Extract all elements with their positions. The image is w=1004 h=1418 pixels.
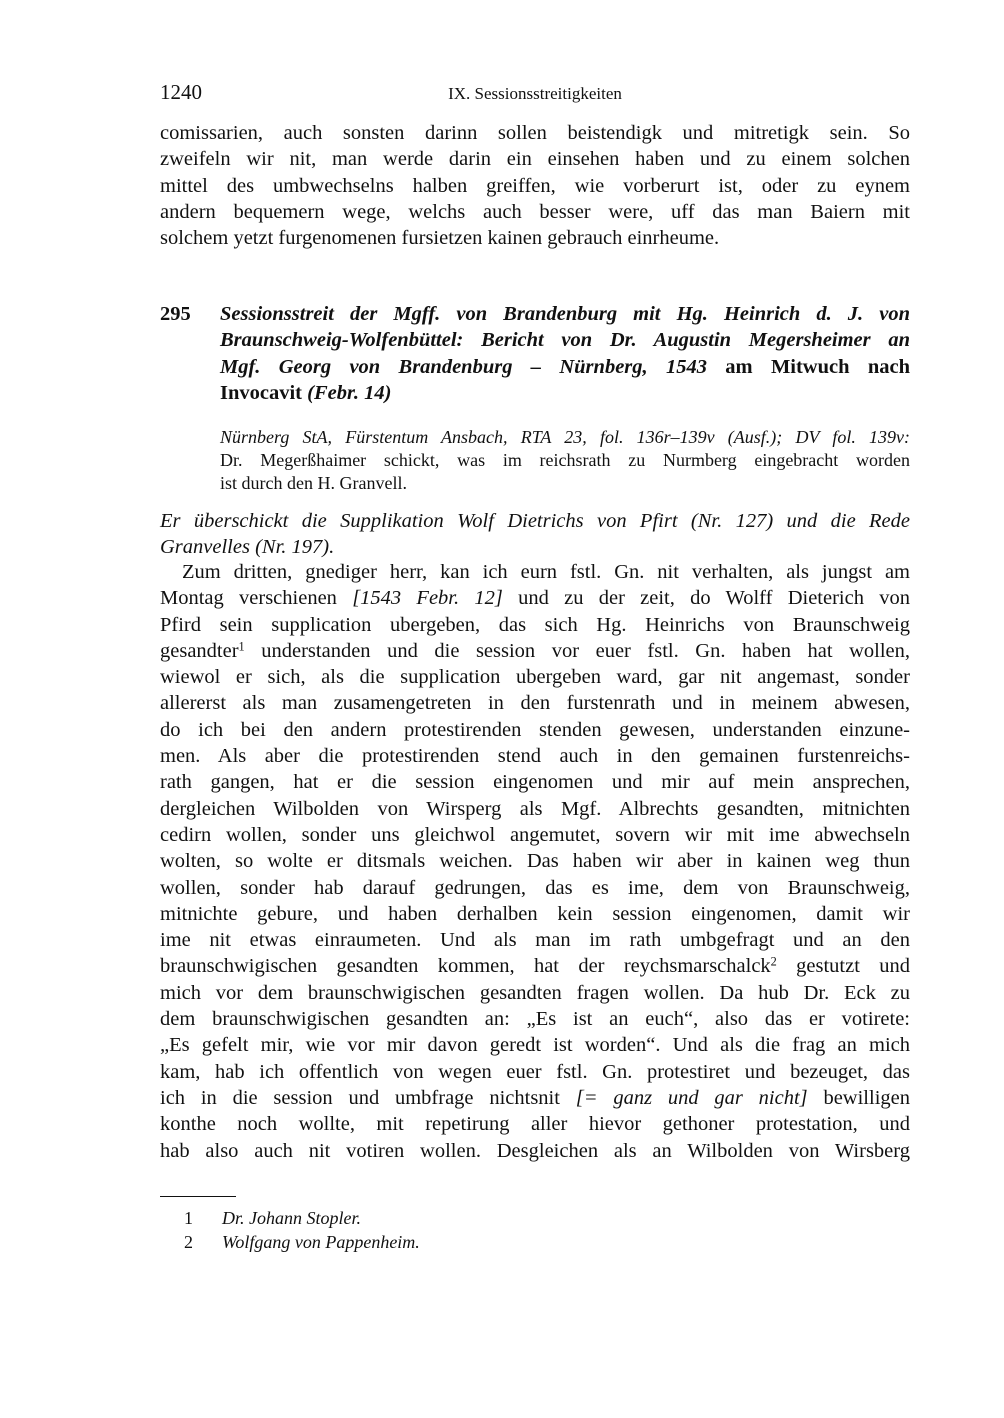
text-segment: mittel des umbwechselns halben greiffen, wie vorberurt ist, oder zu eynem <box>160 174 910 197</box>
text-segment: Sessionsstreit der Mgff. von Brandenburg mit Hg. Heinrich d. J. von <box>220 303 910 325</box>
text-segment: mitnichte gebure, und haben derhalben kein session eingenomen, damit wir <box>160 902 910 925</box>
text-segment: cedirn wollen, sonder uns gleichwol angemutet, sovern wir mit ime abwechseln <box>160 823 910 846</box>
text-segment: Er überschickt die Supplikation Wolf Dietrichs von Pfirt (Nr. 127) und die Rede <box>160 510 910 532</box>
text-line <box>220 327 910 353</box>
footnote-number: 2 <box>184 1232 193 1252</box>
text-line <box>160 848 910 874</box>
footnote-reference: 2 <box>770 954 777 969</box>
text-segment: ich in die session und umbfrage nichtsnit <box>160 1086 576 1109</box>
text-line <box>160 822 910 848</box>
text-segment: Nürnberg StA, Fürstentum Ansbach, RTA 23, fol. 136r–139v (Ausf.); DV fol. 139v: <box>220 427 910 447</box>
text-segment: Invocavit <box>220 381 302 404</box>
text-segment: konthe noch wollte, mit repetirung aller hievor gethoner protestation, und <box>160 1113 910 1136</box>
text-line <box>160 953 910 979</box>
editorial-summary <box>160 508 910 561</box>
text-segment: Mgf. Georg von Brandenburg – Nürnberg, 1543 <box>220 355 707 378</box>
text-line <box>160 1032 910 1058</box>
text-line <box>160 508 910 534</box>
text-segment: wollen, sonder hab darauf gedrungen, das es ime, dem von Braunschweig, <box>160 876 910 899</box>
text-line <box>160 1111 910 1137</box>
text-segment: [1543 Febr. 12] <box>352 587 503 610</box>
text-line <box>160 225 910 251</box>
text-segment: men. Als aber die protestirenden stend auch in den gemainen furstenreichs- <box>160 745 910 768</box>
text-line <box>160 534 910 560</box>
text-segment: zweifeln wir nit, man werde darin ein einsehen haben und zu einem solchen <box>160 148 910 171</box>
text-segment: gestutzt und <box>776 955 910 978</box>
text-line <box>220 426 910 449</box>
text-line <box>160 199 910 225</box>
text-segment: ist durch den H. Granvell. <box>220 473 407 493</box>
text-segment: allererst als man zusamengetreten in den furstenrath und in meinem abwesen, <box>160 692 910 715</box>
text-segment: hab also auch nit votiren wollen. Desgleichen als an Wilbolden von Wirsberg <box>160 1139 910 1162</box>
text-segment: gesandter <box>160 639 239 662</box>
text-segment: Montag verschienen <box>160 587 353 610</box>
text-segment: Braunschweig-Wolfenbüttel: Bericht von Dr. Augustin Megersheimer an <box>220 329 910 352</box>
text-line <box>160 120 910 146</box>
text-line <box>160 769 910 795</box>
text-segment: andern bequemern wege, welchs auch besser were, uff das man Baiern mit <box>160 200 910 223</box>
footnote-divider <box>160 1196 236 1197</box>
text-line <box>160 1006 910 1032</box>
text-segment: braunschwigischen gesandten kommen, hat der reychsmarschalck <box>160 955 771 978</box>
text-line <box>160 638 910 664</box>
text-line <box>160 173 910 199</box>
text-segment: kam, hab ich offentlich von wegen euer fstl. Gn. protestiret und bezeuget, das <box>160 1060 910 1083</box>
text-segment: wolten, so wolte er ditsmals weichen. Das haben wir aber in kainen weg thun <box>160 850 910 873</box>
footnote-text: Wolfgang von Pappenheim. <box>222 1232 420 1252</box>
footnote <box>160 1230 420 1254</box>
text-line <box>220 380 910 406</box>
text-line <box>160 612 910 638</box>
text-segment: solchem yetzt furgenomenen fursietzen kainen gebrauch einrheume. <box>160 227 720 250</box>
document-heading <box>220 301 910 406</box>
text-line <box>160 585 910 611</box>
footnote-number: 1 <box>184 1208 193 1228</box>
text-segment: rath gangen, hat er die session eingenomen und mir auf mein ansprechen, <box>160 771 910 794</box>
text-line <box>220 301 910 327</box>
text-segment: Granvelles (Nr. 197). <box>160 536 335 559</box>
continued-paragraph <box>160 120 910 251</box>
text-segment: do ich bei den andern protestirenden stenden gewesen, understanden einzune- <box>160 718 910 741</box>
text-segment: [= ganz und gar nicht] <box>575 1086 808 1109</box>
text-segment: „Es gefelt mir, wie vor mir davon geredt ist worden“. Und als die frag an mich <box>160 1034 910 1057</box>
text-line <box>160 875 910 901</box>
text-segment: Zum dritten, gnediger herr, kan ich eurn fstl. Gn. nit verhalten, als jungst am <box>182 561 910 583</box>
text-segment: am Mitwuch nach <box>706 355 910 378</box>
document-number: 295 <box>160 303 191 325</box>
text-segment: understanden und die session vor euer fstl. Gn. haben hat wollen, <box>244 639 910 662</box>
text-segment: Pfird sein supplication ubergeben, das sich Hg. Heinrichs von Braunschweig <box>160 613 910 636</box>
text-segment: mich vor dem braunschwigischen gesandten fragen wollen. Da hub Dr. Eck zu <box>160 981 910 1004</box>
page-number: 1240 <box>160 80 202 104</box>
text-segment: dergleichen Wilbolden von Wirsperg als Mgf. Albrechts gesandten, mitnichten <box>160 797 910 820</box>
text-line <box>160 743 910 769</box>
footnotes <box>160 1206 420 1254</box>
source-note <box>220 426 910 495</box>
text-segment: wiewol er sich, als die supplication ubergeben ward, gar nit angemast, sonder <box>160 666 910 689</box>
text-segment: (Febr. 14) <box>302 381 392 404</box>
text-line <box>220 354 910 380</box>
running-title: IX. Sessionsstreitigkeiten <box>448 84 622 103</box>
text-line <box>160 1059 910 1085</box>
text-line <box>160 927 910 953</box>
text-segment: comissarien, auch sonsten darinn sollen beistendigk und mitretigk sein. So <box>160 122 910 144</box>
text-line <box>160 796 910 822</box>
text-segment: ime nit etwas einraumeten. Und als man im rath umbgefragt und an den <box>160 929 910 952</box>
text-line <box>220 472 910 495</box>
text-line <box>160 146 910 172</box>
text-segment: bewilligen <box>807 1086 910 1109</box>
footnote-reference: 1 <box>238 639 245 654</box>
text-line <box>160 690 910 716</box>
text-line <box>160 980 910 1006</box>
text-line <box>160 664 910 690</box>
text-line <box>160 717 910 743</box>
footnote <box>160 1206 420 1230</box>
text-line <box>160 901 910 927</box>
footnote-text: Dr. Johann Stopler. <box>222 1208 361 1228</box>
text-segment: dem braunschwigischen gesandten an: „Es ist an euch“, also das er votirete: <box>160 1008 910 1031</box>
text-line <box>160 1085 910 1111</box>
text-line <box>160 1138 910 1164</box>
text-segment: Dr. Megerßhaimer schickt, was im reichsrath zu Nurmberg eingebracht worden <box>220 450 910 470</box>
body-text <box>160 559 910 1164</box>
text-line <box>220 449 910 472</box>
text-segment: und zu der zeit, do Wolff Dieterich von <box>502 587 910 610</box>
text-line <box>160 559 910 585</box>
